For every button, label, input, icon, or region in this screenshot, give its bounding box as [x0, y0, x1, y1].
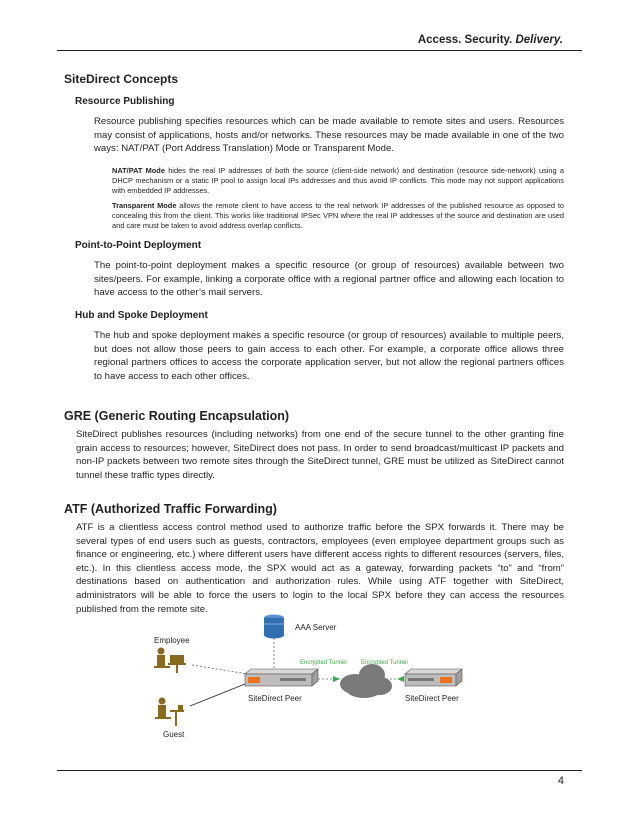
paragraph-atf: ATF is a clientless access control method used to authorize traffic before the SPX forwards it. There may be several types of end users such as guests, contractors, employees (even employee department groups such as finance or engineering, etc.) where different users have different access rights to different resources (servers, files, etc.). In this clientless access mode, the SPX would act as a gateway, forwarding packets “to” and “from” destinations based on authentication and authorization rules. While using ATF together with SiteDirect, administrators will be able to force the users to login to the local SPX before they can access the resources published from the remote site.	[76, 522, 564, 615]
paragraph-hub-spoke: The hub and spoke deployment makes a specific resource (or group of resources) available to multiple peers, but does not allow those peers to gain access to each other. For example, a corporate office allows three regional partners offices to access the corporate application server, but not allow the regional partners offices to have access to each other offices.	[94, 330, 564, 382]
tunnel-arrow-right	[397, 676, 404, 682]
guest-connector	[190, 684, 245, 706]
tunnel-label-right: Encrypted Tunnel	[361, 660, 408, 666]
cloud-icon	[340, 664, 392, 698]
heading-resource-publishing: Resource Publishing	[75, 96, 175, 107]
aaa-server-label: AAA Server	[295, 623, 337, 632]
page-number: 4	[557, 775, 564, 787]
nat-mode-label: NAT/PAT Mode	[112, 166, 165, 175]
guest-label: Guest	[163, 730, 185, 739]
header-tagline	[418, 34, 563, 46]
tunnel-label-left: Encrypted Tunnel	[300, 660, 347, 666]
section-title-concepts: SiteDirect Concepts	[64, 72, 179, 86]
guest-icon	[155, 698, 184, 727]
atf-diagram	[140, 612, 500, 742]
transparent-mode-label: Transparent Mode	[112, 201, 177, 210]
employee-connector	[192, 665, 248, 674]
paragraph-p2p: The point-to-point deployment makes a specific resource (or group of resources) available between two sites/peers. For example, linking a corporate office with a regional partner office and allowing each location to have access to the other’s mail servers.	[94, 260, 564, 299]
transparent-mode-text: allows the remote client to have access to the real network IP addresses of the published resource as opposed to concealing this from the client. This works like traditional IPSec VPN where the real IP addresses of the source and destination are used and care must be taken to avoid address overlap conflicts.	[112, 201, 565, 231]
heading-hub-spoke: Hub and Spoke Deployment	[75, 310, 208, 321]
right-peer-label: SiteDirect Peer	[405, 694, 459, 703]
employee-icon	[154, 648, 186, 674]
right-peer-device-icon	[405, 669, 462, 686]
employee-label: Employee	[154, 636, 190, 645]
left-peer-device-icon	[245, 669, 318, 686]
footer-rule	[57, 770, 582, 771]
section-title-gre: GRE (Generic Routing Encapsulation)	[64, 409, 290, 423]
tagline-main: Access. Security.	[417, 34, 513, 46]
heading-p2p: Point-to-Point Deployment	[75, 240, 202, 251]
section-title-atf: ATF (Authorized Traffic Forwarding)	[64, 502, 277, 516]
note-nat-mode	[112, 166, 564, 197]
paragraph-resource-publishing: Resource publishing specifies resources which can be made available to remote sites and users. Resources may consist of applications, hosts and/or networks. These resources may be made available in one of the two ways: NAT/PAT (Port Address Translation) Mode or Transparent Mode.	[94, 116, 564, 155]
header-rule	[57, 50, 582, 51]
left-peer-label: SiteDirect Peer	[248, 694, 302, 703]
paragraph-gre: SiteDirect publishes resources (including networks) from one end of the secure tunnel to the other granting fine grain access to resources; however, SiteDirect does not pass. In order to send broadcast/multicast IP packets and non-IP packets between two remote sites through the SiteDirect tunnel, GRE must be utilized as SiteDirect cannot tunnel these traffic types directly.	[76, 429, 564, 481]
tunnel-arrow-left	[333, 676, 340, 682]
nat-mode-text: hides the real IP addresses of both the source (client-side network) and destination (resource side-network) using a DHCP mechanism or a static IP pool to assign local IPs addresses and thus avoid IP conflicts. This mode may not support applications with embedded IP addresses.	[112, 166, 564, 196]
aaa-server-icon	[264, 615, 284, 639]
note-transparent-mode	[112, 201, 564, 232]
tagline-emphasis: Delivery.	[515, 34, 563, 46]
